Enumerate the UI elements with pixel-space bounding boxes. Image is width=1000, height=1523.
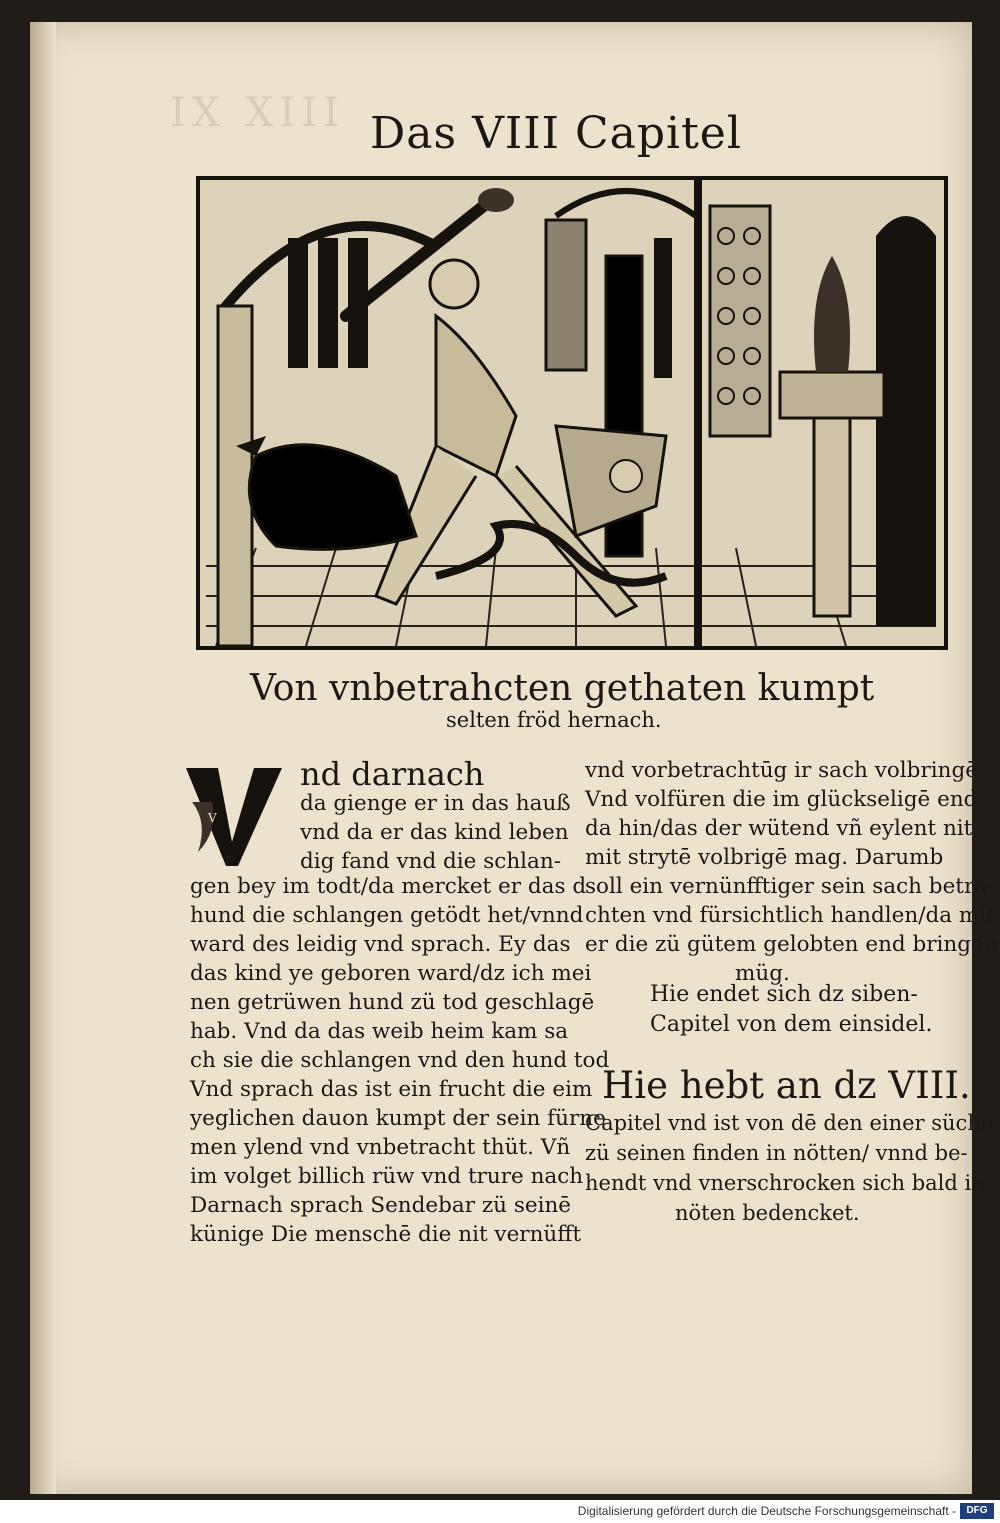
text-line: im volget billich rüw vnd trure nach <box>190 1164 584 1189</box>
text-line: zü seinen finden in nötten/ vnnd be- <box>585 1141 968 1165</box>
text-line: Vnd volfüren die im glückseligē end <box>585 787 978 812</box>
text-line: soll ein vernünfftiger sein sach betra- <box>585 874 995 899</box>
chapter-end-rubric <box>650 980 950 1040</box>
svg-text:V: V <box>208 811 217 825</box>
text-line: müg. <box>735 961 790 986</box>
dfg-logo: DFG <box>960 1503 994 1519</box>
text-line: vnd da er das kind leben <box>300 820 569 845</box>
next-chapter-heading: Hie hebt an dz VIII. <box>602 1064 971 1107</box>
section-subheading: selten fröd hernach. <box>446 708 662 732</box>
chapter-title: Das VIII Capitel <box>370 108 742 159</box>
text-line: ch sie die schlangen vnd den hund tod <box>190 1048 610 1073</box>
digitization-footer <box>0 1500 1000 1523</box>
text-line: gen bey im todt/da mercket er das d <box>190 874 587 899</box>
funding-notice: Digitalisierung gefördert durch die Deutsche Forschungsgemeinschaft - <box>577 1504 956 1518</box>
text-column-left-lower <box>190 872 610 1249</box>
text-line: vnd vorbetrachtūg ir sach volbringē <box>585 758 978 783</box>
bleed-through-header: IX XIII <box>170 90 345 136</box>
text-line: mit strytē volbrigē mag. Darumb <box>585 845 944 870</box>
text-line: das kind ye geboren ward/dz ich mei <box>190 961 592 986</box>
text-line: Vnd sprach das ist ein frucht die eim <box>190 1077 593 1102</box>
text-line: da gienge er in das hauß <box>300 791 571 816</box>
text-line: er die zü gütem gelobten end bringen <box>585 932 998 957</box>
text-line: men ylend vnd vnbetracht thüt. Vñ <box>190 1135 571 1160</box>
text-line: Capitel von dem einsidel. <box>650 1012 933 1037</box>
section-heading: Von vnbetrahcten gethaten kumpt <box>250 668 875 709</box>
text-line: chten vnd fürsichtlich handlen/da mit <box>585 903 995 928</box>
text-line: dig fand vnd die schlan- <box>300 849 561 874</box>
text-column-left-top <box>300 755 580 876</box>
woodcut-illustration <box>196 176 948 650</box>
text-line: hab. Vnd da das weib heim kam sa <box>190 1019 569 1044</box>
page-gutter-shadow <box>30 22 56 1494</box>
text-line: Hie endet sich dz siben- <box>650 982 918 1007</box>
text-line: nen getrüwen hund zü tod geschlagē <box>190 990 595 1015</box>
text-line: nöten bedencket. <box>675 1201 860 1225</box>
text-line: hendt vnd vnerschrocken sich bald in <box>585 1171 985 1195</box>
text-line: Capitel vnd ist von dē den einer süche <box>585 1111 994 1135</box>
text-line: Darnach sprach Sendebar zü seinē <box>190 1193 572 1218</box>
text-line: künige Die menschē die nit vernüfft <box>190 1222 582 1247</box>
text-line: ward des leidig vnd sprach. Ey das <box>190 932 571 957</box>
text-line: da hin/das der wütend vñ eylent nit <box>585 816 973 841</box>
text-line: nd darnach <box>300 755 485 793</box>
decorated-initial <box>178 762 286 872</box>
text-column-right <box>585 756 998 988</box>
text-line: hund die schlangen getödt het/vnnd <box>190 903 584 928</box>
text-line: yeglichen dauon kumpt der sein fürne <box>190 1106 606 1131</box>
next-chapter-rubric <box>585 1108 994 1228</box>
